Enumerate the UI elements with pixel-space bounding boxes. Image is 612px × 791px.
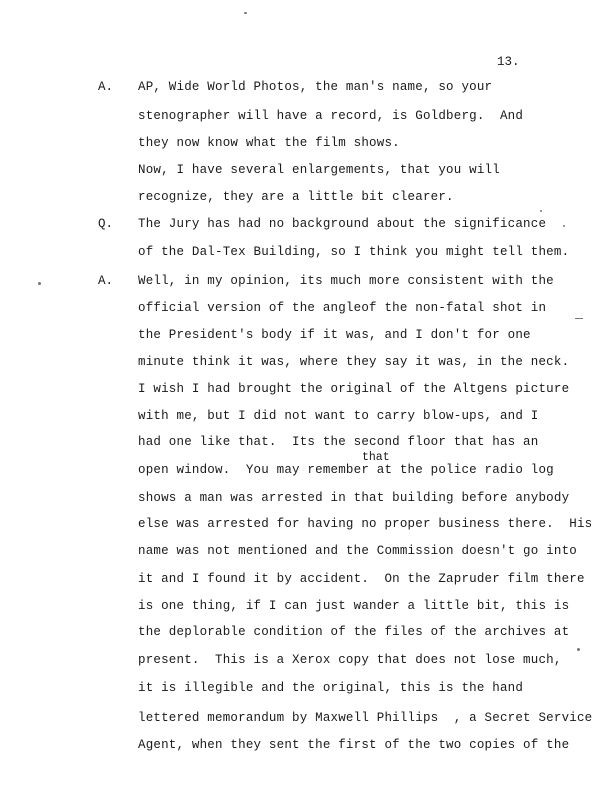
text-line: of the Dal-Tex Building, so I think you might tell them. xyxy=(138,245,570,259)
text-line: official version of the angleof the non-fatal shot in xyxy=(138,301,547,315)
scan-speck xyxy=(244,12,247,14)
text-line: AP, Wide World Photos, the man's name, so your xyxy=(138,80,493,94)
scan-speck xyxy=(38,282,41,285)
text-line: recognize, they are a little bit clearer. xyxy=(138,190,454,204)
text-line: I wish I had brought the original of the Altgens picture xyxy=(138,382,570,396)
text-line: open window. You may remember at the police radio log xyxy=(138,463,554,477)
text-line: stenographer will have a record, is Goldberg. And xyxy=(138,109,524,123)
speaker-label-q1: Q. xyxy=(98,217,114,231)
scan-speck xyxy=(563,225,565,227)
text-line: Agent, when they sent the first of the two copies of the xyxy=(138,738,570,752)
text-line: it is illegible and the original, this is the hand xyxy=(138,681,524,695)
text-line: the deplorable condition of the files of the archives at xyxy=(138,625,570,639)
text-line: else was arrested for having no proper business there. His xyxy=(138,517,593,531)
text-line: lettered memorandum by Maxwell Phillips , a Secret Service xyxy=(138,711,593,725)
scan-speck xyxy=(540,210,542,212)
speaker-label-a1: A. xyxy=(98,80,114,94)
text-line: name was not mentioned and the Commission doesn't go into xyxy=(138,544,577,558)
text-line: with me, but I did not want to carry blow-ups, and I xyxy=(138,409,539,423)
text-line: minute think it was, where they say it was, in the neck. xyxy=(138,355,570,369)
text-line: shows a man was arrested in that building before anybody xyxy=(138,491,570,505)
speaker-label-a2: A. xyxy=(98,274,114,288)
text-line: they now know what the film shows. xyxy=(138,136,400,150)
text-line: it and I found it by accident. On the Zapruder film there xyxy=(138,572,585,586)
text-line: Now, I have several enlargements, that you will xyxy=(138,163,500,177)
text-line: The Jury has had no background about the significance xyxy=(138,217,547,231)
text-line: is one thing, if I can just wander a little bit, this is xyxy=(138,599,570,613)
page-number: 13. xyxy=(497,55,520,69)
text-line: Well, in my opinion, its much more consistent with the xyxy=(138,274,554,288)
text-line: present. This is a Xerox copy that does not lose much, xyxy=(138,653,562,667)
scan-speck xyxy=(577,648,580,651)
text-line: had one like that. Its the second floor that has an xyxy=(138,435,539,449)
text-line: the President's body if it was, and I don't for one xyxy=(138,328,531,342)
scan-speck xyxy=(575,318,583,319)
handwritten-insertion: that xyxy=(362,451,390,464)
